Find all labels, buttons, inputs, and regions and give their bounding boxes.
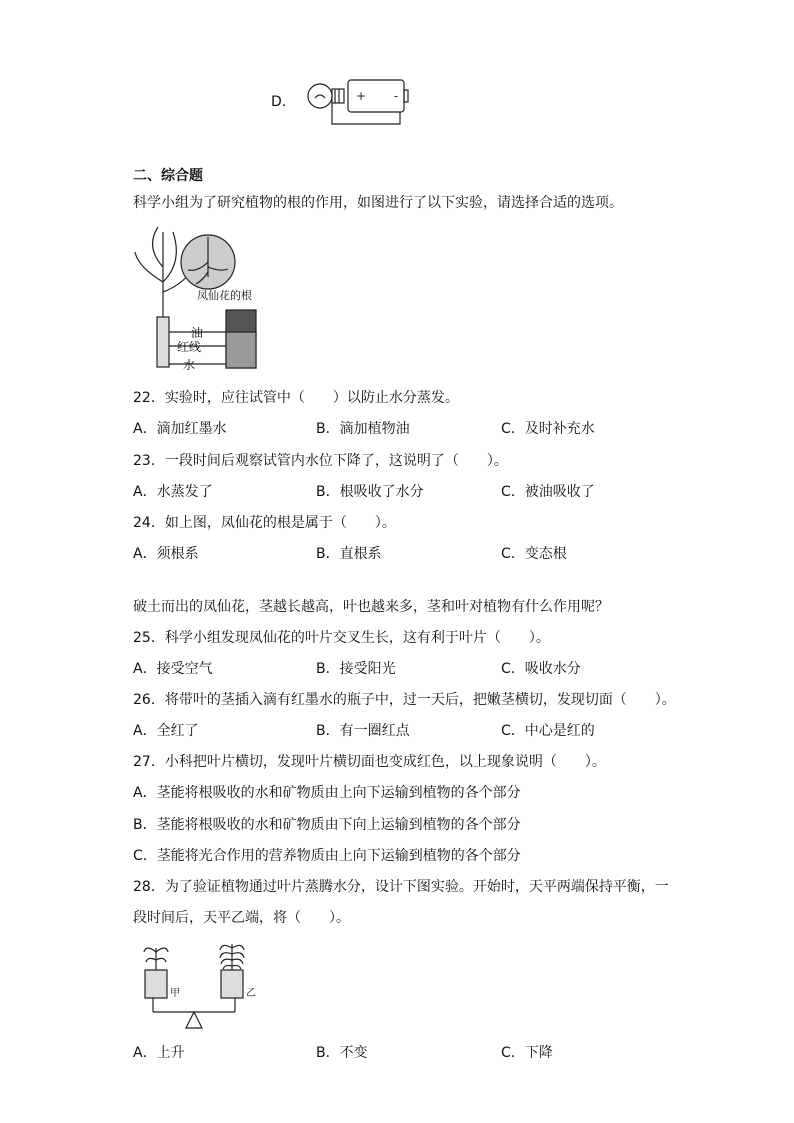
bottle-yi-icon <box>221 970 243 998</box>
q25-option-b[interactable]: B．接受阳光 <box>316 661 396 677</box>
figure2-label-yi: 乙 <box>246 988 256 999</box>
section-title: 二、综合题 <box>133 168 203 184</box>
balance-fulcrum-icon <box>186 1012 202 1028</box>
question-26-stem: 26．将带叶的茎插入滴有红墨水的瓶子中，过一天后，把嫩茎横切，发现切面（ ）。 <box>133 692 676 708</box>
q22-option-b[interactable]: B．滴加植物油 <box>316 421 410 437</box>
question-28-stem-cont: 段时间后，天平乙端，将（ ）。 <box>133 910 350 926</box>
svg-text:-: - <box>394 89 399 103</box>
q27-option-b[interactable]: B．茎能将根吸收的水和矿物质由下向上运输到植物的各个部分 <box>133 817 521 833</box>
bulb-icon <box>308 84 332 108</box>
question-28-stem: 28．为了验证植物通过叶片蒸腾水分，设计下图实验。开始时，天平两端保持平衡，一 <box>133 879 669 895</box>
question-25-stem: 25．科学小组发现凤仙花的叶片交叉生长，这有利于叶片（ ）。 <box>133 630 550 646</box>
question-27-stem: 27．小科把叶片横切，发现叶片横切面也变成红色，以上现象说明（ ）。 <box>133 754 606 770</box>
q23-option-c[interactable]: C．被油吸收了 <box>501 484 595 500</box>
bulb-battery-circuit-figure <box>300 76 415 131</box>
q24-option-c[interactable]: C．变态根 <box>501 546 567 562</box>
q22-option-a[interactable]: A．滴加红墨水 <box>133 421 227 437</box>
q28-option-b[interactable]: B．不变 <box>316 1045 368 1061</box>
transition-text: 破土而出的凤仙花，茎越长越高，叶也越来多，茎和叶对植物有什么作用呢？ <box>133 599 609 615</box>
option-d-label: D． <box>271 94 296 110</box>
q23-option-a[interactable]: A．水蒸发了 <box>133 484 213 500</box>
question-23-stem: 23．一段时间后观察试管内水位下降了，这说明了（ ）。 <box>133 453 508 469</box>
figure1-label-redline: 红线 <box>177 340 202 354</box>
q26-option-b[interactable]: B．有一圈红点 <box>316 723 410 739</box>
q27-option-c[interactable]: C．茎能将光合作用的营养物质由上向下运输到植物的各个部分 <box>133 848 521 864</box>
root-experiment-figure <box>133 222 278 374</box>
q28-option-c[interactable]: C．下降 <box>501 1045 553 1061</box>
question-22-stem: 22．实验时，应往试管中（ ）以防止水分蒸发。 <box>133 390 459 406</box>
figure2-label-jia: 甲 <box>170 988 180 999</box>
figure1-label-oil: 油 <box>191 326 204 340</box>
bottle-jia-icon <box>145 970 167 998</box>
q27-option-a[interactable]: A．茎能将根吸收的水和矿物质由上向下运输到植物的各个部分 <box>133 785 521 801</box>
q25-option-a[interactable]: A．接受空气 <box>133 661 213 677</box>
question-24-stem: 24．如上图，凤仙花的根是属于（ ）。 <box>133 515 396 531</box>
q28-option-a[interactable]: A．上升 <box>133 1045 185 1061</box>
figure1-label-water: 水 <box>183 358 196 372</box>
svg-text:+: + <box>356 89 367 103</box>
balance-experiment-figure <box>133 940 273 1035</box>
q24-option-a[interactable]: A．须根系 <box>133 546 199 562</box>
intro-text: 科学小组为了研究植物的根的作用，如图进行了以下实验，请选择合适的选项。 <box>133 195 623 211</box>
q22-option-c[interactable]: C．及时补充水 <box>501 421 595 437</box>
q26-option-c[interactable]: C．中心是红的 <box>501 723 595 739</box>
figure1-caption: 凤仙花的根 <box>197 289 252 302</box>
q25-option-c[interactable]: C．吸收水分 <box>501 661 581 677</box>
q23-option-b[interactable]: B．根吸收了水分 <box>316 484 424 500</box>
q24-option-b[interactable]: B．直根系 <box>316 546 382 562</box>
q26-option-a[interactable]: A．全红了 <box>133 723 199 739</box>
